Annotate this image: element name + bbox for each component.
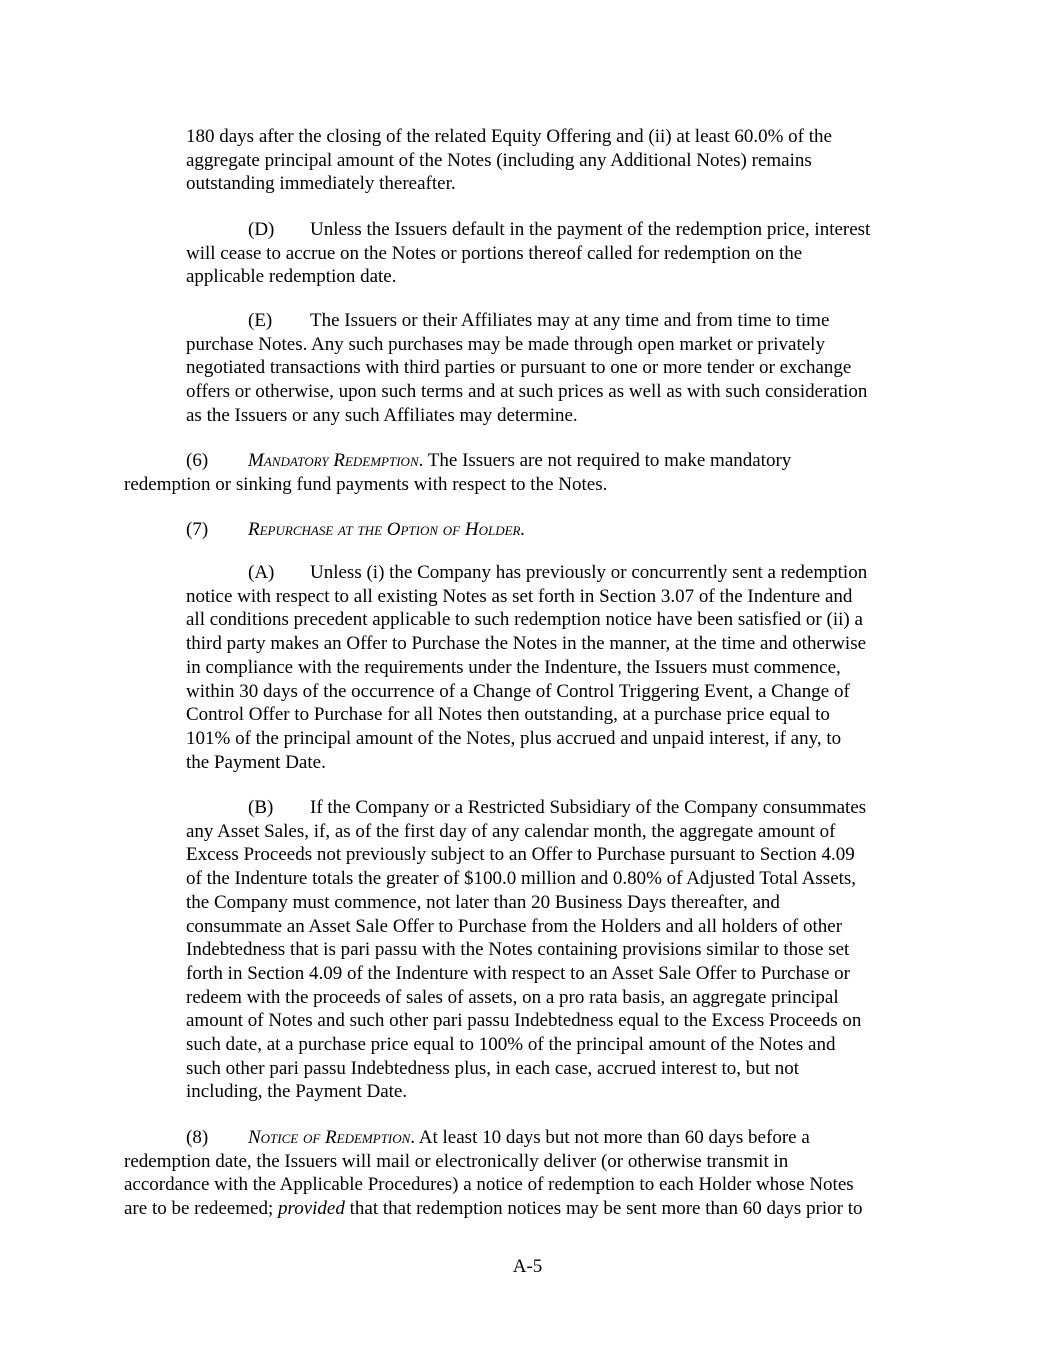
section-label: (7): [186, 519, 209, 540]
text-line: [186, 796, 931, 820]
paragraph-b: [186, 796, 931, 1104]
text-run: Unless (i) the Company has previously or concurrently sent a redemption: [310, 562, 868, 583]
text-line: the Company must commence, not later than 20 Business Days thereafter, and: [186, 891, 780, 913]
text-line: Indebtedness that is pari passu with the Notes containing provisions similar to those set: [186, 939, 850, 961]
paragraph-label: (A): [248, 562, 275, 583]
text-run: that that redemption notices may be sent more than 60 days prior to: [344, 1198, 863, 1220]
text-line: such date, at a purchase price equal to 100% of the principal amount of the Notes and: [186, 1034, 836, 1056]
text-line: [186, 561, 931, 585]
section-heading: Repurchase at the Option of Holder.: [248, 519, 526, 540]
text-run: If the Company or a Restricted Subsidiary of the Company consummates: [310, 797, 867, 818]
paragraph-label: (E): [248, 310, 273, 331]
paragraph-label: (B): [248, 797, 274, 818]
text-line: of the Indenture totals the greater of $100.0 million and 0.80% of Adjusted Total Assets,: [186, 868, 857, 890]
section-heading: Mandatory Redemption: [248, 450, 419, 471]
text-line: [124, 518, 932, 542]
text-line: [124, 1126, 932, 1150]
section-8-notice-of-redemption: [124, 1126, 932, 1221]
text-line: offers or otherwise, upon such terms and at such prices as well as with such consideration: [186, 381, 868, 403]
text-line: [124, 449, 932, 473]
text-run: are to be redeemed;: [124, 1198, 279, 1220]
text-line: consummate an Asset Sale Offer to Purchase from the Holders and all holders of other: [186, 915, 843, 937]
text-line: in compliance with the requirements under the Indenture, the Issuers must commence,: [186, 656, 841, 678]
text-line: outstanding immediately thereafter.: [186, 173, 456, 195]
text-run: Unless the Issuers default in the payment of the redemption price, interest: [310, 219, 871, 240]
text-line: third party makes an Offer to Purchase the Notes in the manner, at the time and otherwise: [186, 633, 867, 655]
paragraph-e: [186, 309, 931, 428]
text-line: including, the Payment Date.: [186, 1081, 408, 1103]
text-line: Excess Proceeds not previously subject to an Offer to Purchase pursuant to Section 4.09: [186, 844, 855, 866]
text-line: purchase Notes. Any such purchases may be made through open market or privately: [186, 333, 825, 355]
text-run: . At least 10 days but not more than 60 days before a: [410, 1127, 810, 1148]
text-line: amount of Notes and such other pari passu Indebtedness equal to the Excess Proceeds on: [186, 1010, 862, 1032]
text-line: notice with respect to all existing Notes as set forth in Section 3.07 of the Indenture and: [186, 585, 853, 607]
section-heading: Notice of Redemption: [248, 1127, 411, 1148]
section-6-mandatory-redemption: [124, 449, 932, 496]
text-line: aggregate principal amount of the Notes (including any Additional Notes) remains: [186, 149, 812, 171]
section-label: (6): [186, 450, 209, 471]
text-line: within 30 days of the occurrence of a Change of Control Triggering Event, a Change of: [186, 680, 850, 702]
text-line: redemption or sinking fund payments with respect to the Notes.: [124, 473, 608, 495]
text-line: [186, 309, 931, 333]
text-line: redeem with the proceeds of sales of assets, on a pro rata basis, an aggregate principal: [186, 986, 839, 1008]
text-line: will cease to accrue on the Notes or portions thereof called for redemption on the: [186, 242, 803, 264]
text-line: negotiated transactions with third parties or pursuant to one or more tender or exchange: [186, 357, 852, 379]
italic-term: provided: [278, 1198, 345, 1220]
text-line: such other pari passu Indebtedness plus, in each case, accrued interest to, but not: [186, 1057, 800, 1079]
section-7-repurchase: [124, 518, 932, 542]
text-run: The Issuers or their Affiliates may at any time and from time to time: [310, 310, 830, 331]
text-line: forth in Section 4.09 of the Indenture with respect to an Asset Sale Offer to Purchase or: [186, 962, 850, 984]
paragraph-a: [186, 561, 931, 774]
text-line: the Payment Date.: [186, 751, 326, 773]
paragraph-d: [186, 218, 931, 289]
text-line: as the Issuers or any such Affiliates may determine.: [186, 404, 578, 426]
text-line: 101% of the principal amount of the Notes, plus accrued and unpaid interest, if any, to: [186, 727, 842, 749]
paragraph-c-continuation: [186, 125, 931, 196]
paragraph-label: (D): [248, 219, 275, 240]
text-line: [124, 1197, 932, 1221]
text-line: 180 days after the closing of the related Equity Offering and (ii) at least 60.0% of the: [186, 126, 832, 147]
text-line: any Asset Sales, if, as of the first day of any calendar month, the aggregate amount of: [186, 820, 836, 842]
page-number: A-5: [512, 1256, 543, 1277]
text-line: all conditions precedent applicable to such redemption notice have been satisfied or (ii) a: [186, 609, 863, 631]
text-line: redemption date, the Issuers will mail or electronically deliver (or otherwise transmit in: [124, 1150, 789, 1172]
text-line: applicable redemption date.: [186, 266, 397, 288]
section-label: (8): [186, 1127, 209, 1148]
text-line: Control Offer to Purchase for all Notes then outstanding, at a purchase price equal to: [186, 704, 830, 726]
text-run: . The Issuers are not required to make mandatory: [418, 450, 792, 471]
text-line: accordance with the Applicable Procedures) a notice of redemption to each Holder whose Notes: [124, 1174, 854, 1196]
text-line: [186, 218, 931, 242]
